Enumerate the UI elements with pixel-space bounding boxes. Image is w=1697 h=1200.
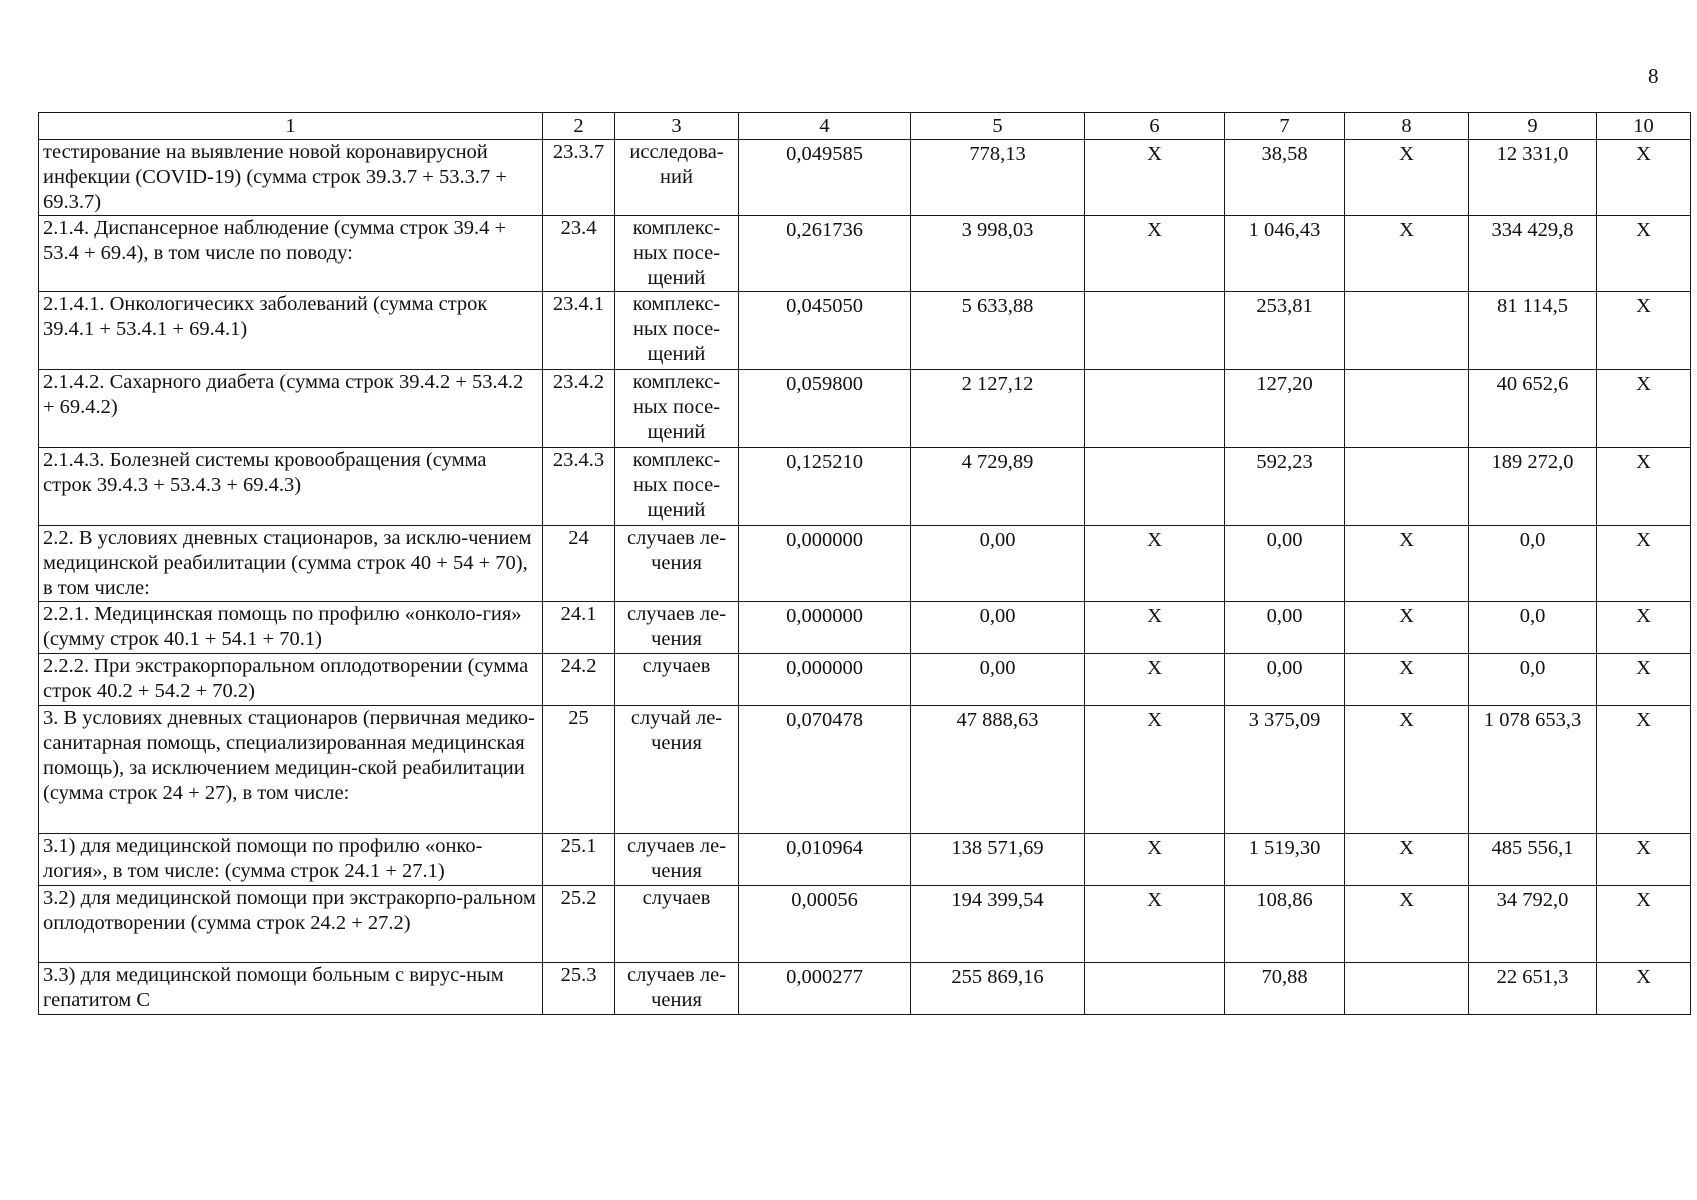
row-code-cell: 25: [543, 706, 615, 834]
col6-cell: X: [1085, 140, 1225, 216]
row-code-cell: 23.4: [543, 216, 615, 292]
col8-cell: X: [1345, 886, 1469, 963]
row-unit-cell: случаев ле-чения: [615, 602, 739, 654]
col5-cell: 47 888,63: [911, 706, 1085, 834]
col9-cell: 189 272,0: [1469, 448, 1597, 526]
col5-cell: 4 729,89: [911, 448, 1085, 526]
col5-cell: 0,00: [911, 602, 1085, 654]
row-name-cell: 2.2. В условиях дневных стационаров, за исклю-чением медицинской реабилитации (сумма строк 40 + 54 + 70), в том числе:: [39, 526, 543, 602]
col6-cell: [1085, 448, 1225, 526]
col7-cell: 108,86: [1225, 886, 1345, 963]
col4-cell: 0,070478: [739, 706, 911, 834]
col5-cell: 194 399,54: [911, 886, 1085, 963]
col7-cell: 253,81: [1225, 292, 1345, 370]
col9-cell: 334 429,8: [1469, 216, 1597, 292]
col4-cell: 0,045050: [739, 292, 911, 370]
col8-cell: [1345, 370, 1469, 448]
col5-cell: 255 869,16: [911, 963, 1085, 1015]
row-name-cell: 2.1.4.3. Болезней системы кровообращения (сумма строк 39.4.3 + 53.4.3 + 69.4.3): [39, 448, 543, 526]
row-code-cell: 25.1: [543, 834, 615, 886]
col8-cell: X: [1345, 834, 1469, 886]
col8-cell: X: [1345, 602, 1469, 654]
col10-cell: X: [1597, 140, 1691, 216]
table-row: [39, 140, 1691, 216]
col5-cell: 5 633,88: [911, 292, 1085, 370]
col9-cell: 12 331,0: [1469, 140, 1597, 216]
table-row: [39, 706, 1691, 834]
row-name-cell: 3. В условиях дневных стационаров (первичная медико-санитарная помощь, специализированная медицинская помощь), за исключением медицин-ской реабилитации (сумма строк 24 + 27), в том числе:: [39, 706, 543, 834]
table-row: [39, 602, 1691, 654]
col8-cell: [1345, 292, 1469, 370]
table-row: [39, 834, 1691, 886]
table-row: [39, 216, 1691, 292]
col5-cell: 3 998,03: [911, 216, 1085, 292]
col6-cell: [1085, 963, 1225, 1015]
col6-cell: [1085, 292, 1225, 370]
col6-cell: X: [1085, 834, 1225, 886]
col7-cell: 70,88: [1225, 963, 1345, 1015]
row-unit-cell: комплекс-ных посе-щений: [615, 370, 739, 448]
col6-cell: X: [1085, 526, 1225, 602]
col5-cell: 2 127,12: [911, 370, 1085, 448]
column-header: 6: [1085, 113, 1225, 140]
column-header: 2: [543, 113, 615, 140]
col6-cell: X: [1085, 706, 1225, 834]
table-row: [39, 963, 1691, 1015]
col7-cell: 38,58: [1225, 140, 1345, 216]
row-unit-cell: случаев: [615, 886, 739, 963]
col7-cell: 3 375,09: [1225, 706, 1345, 834]
column-header: 10: [1597, 113, 1691, 140]
col4-cell: 0,00056: [739, 886, 911, 963]
col5-cell: 778,13: [911, 140, 1085, 216]
col5-cell: 138 571,69: [911, 834, 1085, 886]
col6-cell: X: [1085, 654, 1225, 706]
col10-cell: X: [1597, 834, 1691, 886]
row-name-cell: 2.1.4.2. Сахарного диабета (сумма строк 39.4.2 + 53.4.2 + 69.4.2): [39, 370, 543, 448]
row-name-cell: 2.2.1. Медицинская помощь по профилю «онколо-гия» (сумму строк 40.1 + 54.1 + 70.1): [39, 602, 543, 654]
row-code-cell: 23.4.2: [543, 370, 615, 448]
row-code-cell: 24.2: [543, 654, 615, 706]
row-name-cell: 2.1.4. Диспансерное наблюдение (сумма строк 39.4 + 53.4 + 69.4), в том числе по поводу:: [39, 216, 543, 292]
col7-cell: 127,20: [1225, 370, 1345, 448]
col10-cell: X: [1597, 602, 1691, 654]
column-header: 8: [1345, 113, 1469, 140]
column-header: 3: [615, 113, 739, 140]
row-code-cell: 25.3: [543, 963, 615, 1015]
page-number: 8: [1648, 64, 1659, 88]
row-unit-cell: комплекс-ных посе-щений: [615, 448, 739, 526]
table-row: [39, 292, 1691, 370]
row-name-cell: 3.3) для медицинской помощи больным с вирус-ным гепатитом С: [39, 963, 543, 1015]
col4-cell: 0,049585: [739, 140, 911, 216]
col4-cell: 0,125210: [739, 448, 911, 526]
col10-cell: X: [1597, 526, 1691, 602]
column-header: 4: [739, 113, 911, 140]
row-name-cell: 3.1) для медицинской помощи по профилю «онко-логия», в том числе: (сумма строк 24.1 + 27.1): [39, 834, 543, 886]
col9-cell: 81 114,5: [1469, 292, 1597, 370]
col6-cell: X: [1085, 602, 1225, 654]
column-header: 7: [1225, 113, 1345, 140]
table-row: [39, 448, 1691, 526]
column-header: 1: [39, 113, 543, 140]
col9-cell: 1 078 653,3: [1469, 706, 1597, 834]
col4-cell: 0,000277: [739, 963, 911, 1015]
col9-cell: 40 652,6: [1469, 370, 1597, 448]
row-unit-cell: исследова-ний: [615, 140, 739, 216]
row-code-cell: 23.4.3: [543, 448, 615, 526]
col8-cell: X: [1345, 706, 1469, 834]
row-name-cell: 2.1.4.1. Онкологичесикх заболеваний (сумма строк 39.4.1 + 53.4.1 + 69.4.1): [39, 292, 543, 370]
row-unit-cell: случаев ле-чения: [615, 526, 739, 602]
col5-cell: 0,00: [911, 654, 1085, 706]
col4-cell: 0,261736: [739, 216, 911, 292]
row-name-cell: 2.2.2. При экстракорпоральном оплодотворении (сумма строк 40.2 + 54.2 + 70.2): [39, 654, 543, 706]
col6-cell: X: [1085, 886, 1225, 963]
col4-cell: 0,000000: [739, 526, 911, 602]
column-header: 5: [911, 113, 1085, 140]
col8-cell: [1345, 448, 1469, 526]
col7-cell: 0,00: [1225, 526, 1345, 602]
col9-cell: 34 792,0: [1469, 886, 1597, 963]
data-table-container: [38, 112, 1690, 1015]
column-header: 9: [1469, 113, 1597, 140]
col8-cell: X: [1345, 140, 1469, 216]
row-code-cell: 23.3.7: [543, 140, 615, 216]
table-row: [39, 370, 1691, 448]
row-unit-cell: комплекс-ных посе-щений: [615, 216, 739, 292]
col7-cell: 1 046,43: [1225, 216, 1345, 292]
row-code-cell: 23.4.1: [543, 292, 615, 370]
col9-cell: 22 651,3: [1469, 963, 1597, 1015]
row-name-cell: 3.2) для медицинской помощи при экстракорпо-ральном оплодотворении (сумма строк 24.2 + 27.2): [39, 886, 543, 963]
col6-cell: X: [1085, 216, 1225, 292]
col10-cell: X: [1597, 706, 1691, 834]
col7-cell: 0,00: [1225, 602, 1345, 654]
col9-cell: 485 556,1: [1469, 834, 1597, 886]
col4-cell: 0,000000: [739, 602, 911, 654]
col6-cell: [1085, 370, 1225, 448]
col8-cell: X: [1345, 216, 1469, 292]
col4-cell: 0,059800: [739, 370, 911, 448]
col9-cell: 0,0: [1469, 526, 1597, 602]
col7-cell: 592,23: [1225, 448, 1345, 526]
col10-cell: X: [1597, 886, 1691, 963]
col8-cell: X: [1345, 654, 1469, 706]
row-code-cell: 24: [543, 526, 615, 602]
row-unit-cell: комплекс-ных посе-щений: [615, 292, 739, 370]
data-table: [38, 112, 1691, 1015]
col7-cell: 1 519,30: [1225, 834, 1345, 886]
col4-cell: 0,010964: [739, 834, 911, 886]
col9-cell: 0,0: [1469, 654, 1597, 706]
col10-cell: X: [1597, 654, 1691, 706]
table-row: [39, 886, 1691, 963]
row-unit-cell: случаев ле-чения: [615, 834, 739, 886]
col10-cell: X: [1597, 292, 1691, 370]
col10-cell: X: [1597, 963, 1691, 1015]
col4-cell: 0,000000: [739, 654, 911, 706]
table-row: [39, 654, 1691, 706]
col8-cell: X: [1345, 526, 1469, 602]
row-unit-cell: случай ле-чения: [615, 706, 739, 834]
col10-cell: X: [1597, 370, 1691, 448]
col5-cell: 0,00: [911, 526, 1085, 602]
row-unit-cell: случаев: [615, 654, 739, 706]
col7-cell: 0,00: [1225, 654, 1345, 706]
row-code-cell: 25.2: [543, 886, 615, 963]
col9-cell: 0,0: [1469, 602, 1597, 654]
row-unit-cell: случаев ле-чения: [615, 963, 739, 1015]
col10-cell: X: [1597, 448, 1691, 526]
row-code-cell: 24.1: [543, 602, 615, 654]
col10-cell: X: [1597, 216, 1691, 292]
table-row: [39, 526, 1691, 602]
row-name-cell: тестирование на выявление новой коронавирусной инфекции (COVID-19) (сумма строк 39.3.7 + 53.3.7 + 69.3.7): [39, 140, 543, 216]
header-row: [39, 113, 1691, 140]
col8-cell: [1345, 963, 1469, 1015]
